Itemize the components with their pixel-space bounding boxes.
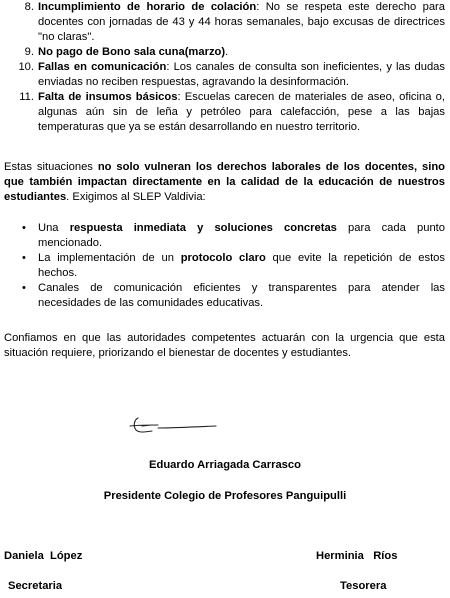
demand-post: que evite la repetición de estos hechos.: [38, 252, 445, 279]
item-text: : No se respeta este derecho para docentes con jornadas de 43 y 44 horas semanales, bajo excusas de directrices "no claras".: [38, 1, 445, 43]
situation-post: . Exigimos al SLEP Valdivia:: [66, 191, 206, 203]
complaints-list: [8, 0, 445, 135]
list-item: [8, 90, 445, 135]
demands-list: [4, 221, 445, 311]
demand-pre: Una: [38, 222, 70, 234]
demand-bold: protocolo claro: [180, 252, 266, 264]
bullet-icon: •: [22, 222, 26, 234]
item-number: 11.: [19, 91, 34, 103]
list-item: [4, 251, 445, 281]
list-item: [4, 281, 445, 311]
item-title: Incumplimiento de horario de colación: [38, 1, 257, 13]
item-number: 8.: [24, 1, 34, 13]
main-signer-name: Eduardo Arriagada Carrasco: [149, 459, 301, 471]
list-item: [8, 60, 445, 90]
list-item: [4, 221, 445, 251]
list-item: [8, 45, 445, 60]
closing-paragraph: Confiamos en que las autoridades competentes actuarán con la urgencia que esta situación requiere, priorizando el bienestar de docentes y estudiantes.: [4, 332, 445, 359]
left-signer-role: Secretaria: [8, 580, 63, 592]
situation-bold: no solo vulneran los derechos laborales de los docentes, sino que también impactan directamente en la calidad de la educación de nuestros estudiantes: [4, 161, 445, 203]
situation-paragraph: [4, 160, 445, 205]
demand-pre: La implementación de un: [38, 252, 181, 264]
item-title: Fallas en comunicación: [38, 61, 167, 73]
item-title: Falta de insumos básicos: [38, 91, 178, 103]
handwritten-signature: [128, 414, 218, 436]
list-item: [8, 0, 445, 45]
item-text: .: [225, 46, 229, 58]
right-signer-role: Tesorera: [340, 580, 387, 592]
demand-bold: respuesta inmediata y soluciones concretas: [69, 222, 337, 234]
bullet-icon: •: [22, 252, 26, 264]
right-signer-name: Herminia Ríos: [316, 550, 398, 562]
left-signer-name: Daniela López: [4, 550, 83, 562]
demand-pre: Canales de comunicación eficientes y transparentes para atender las necesidades de las comunidades educativas.: [38, 282, 445, 309]
item-title: No pago de Bono sala cuna(marzo): [38, 46, 226, 58]
item-text: : Escuelas carecen de materiales de aseo, oficina o, algunas aún sin de leña y petróleo para calefacción, pese a las bajas temperaturas que ya se están desarrollando en nuestro territorio.: [38, 91, 445, 133]
main-signer-role: Presidente Colegio de Profesores Panguipulli: [103, 490, 347, 502]
bullet-icon: •: [22, 282, 26, 294]
item-number: 9.: [24, 46, 34, 58]
situation-pre: Estas situaciones: [4, 161, 98, 173]
item-text: : Los canales de consulta son ineficientes, y las dudas enviadas no reciben respuestas, agravando la desinformación.: [38, 61, 445, 88]
item-number: 10.: [18, 61, 34, 73]
demand-post: para cada punto mencionado.: [38, 222, 445, 249]
